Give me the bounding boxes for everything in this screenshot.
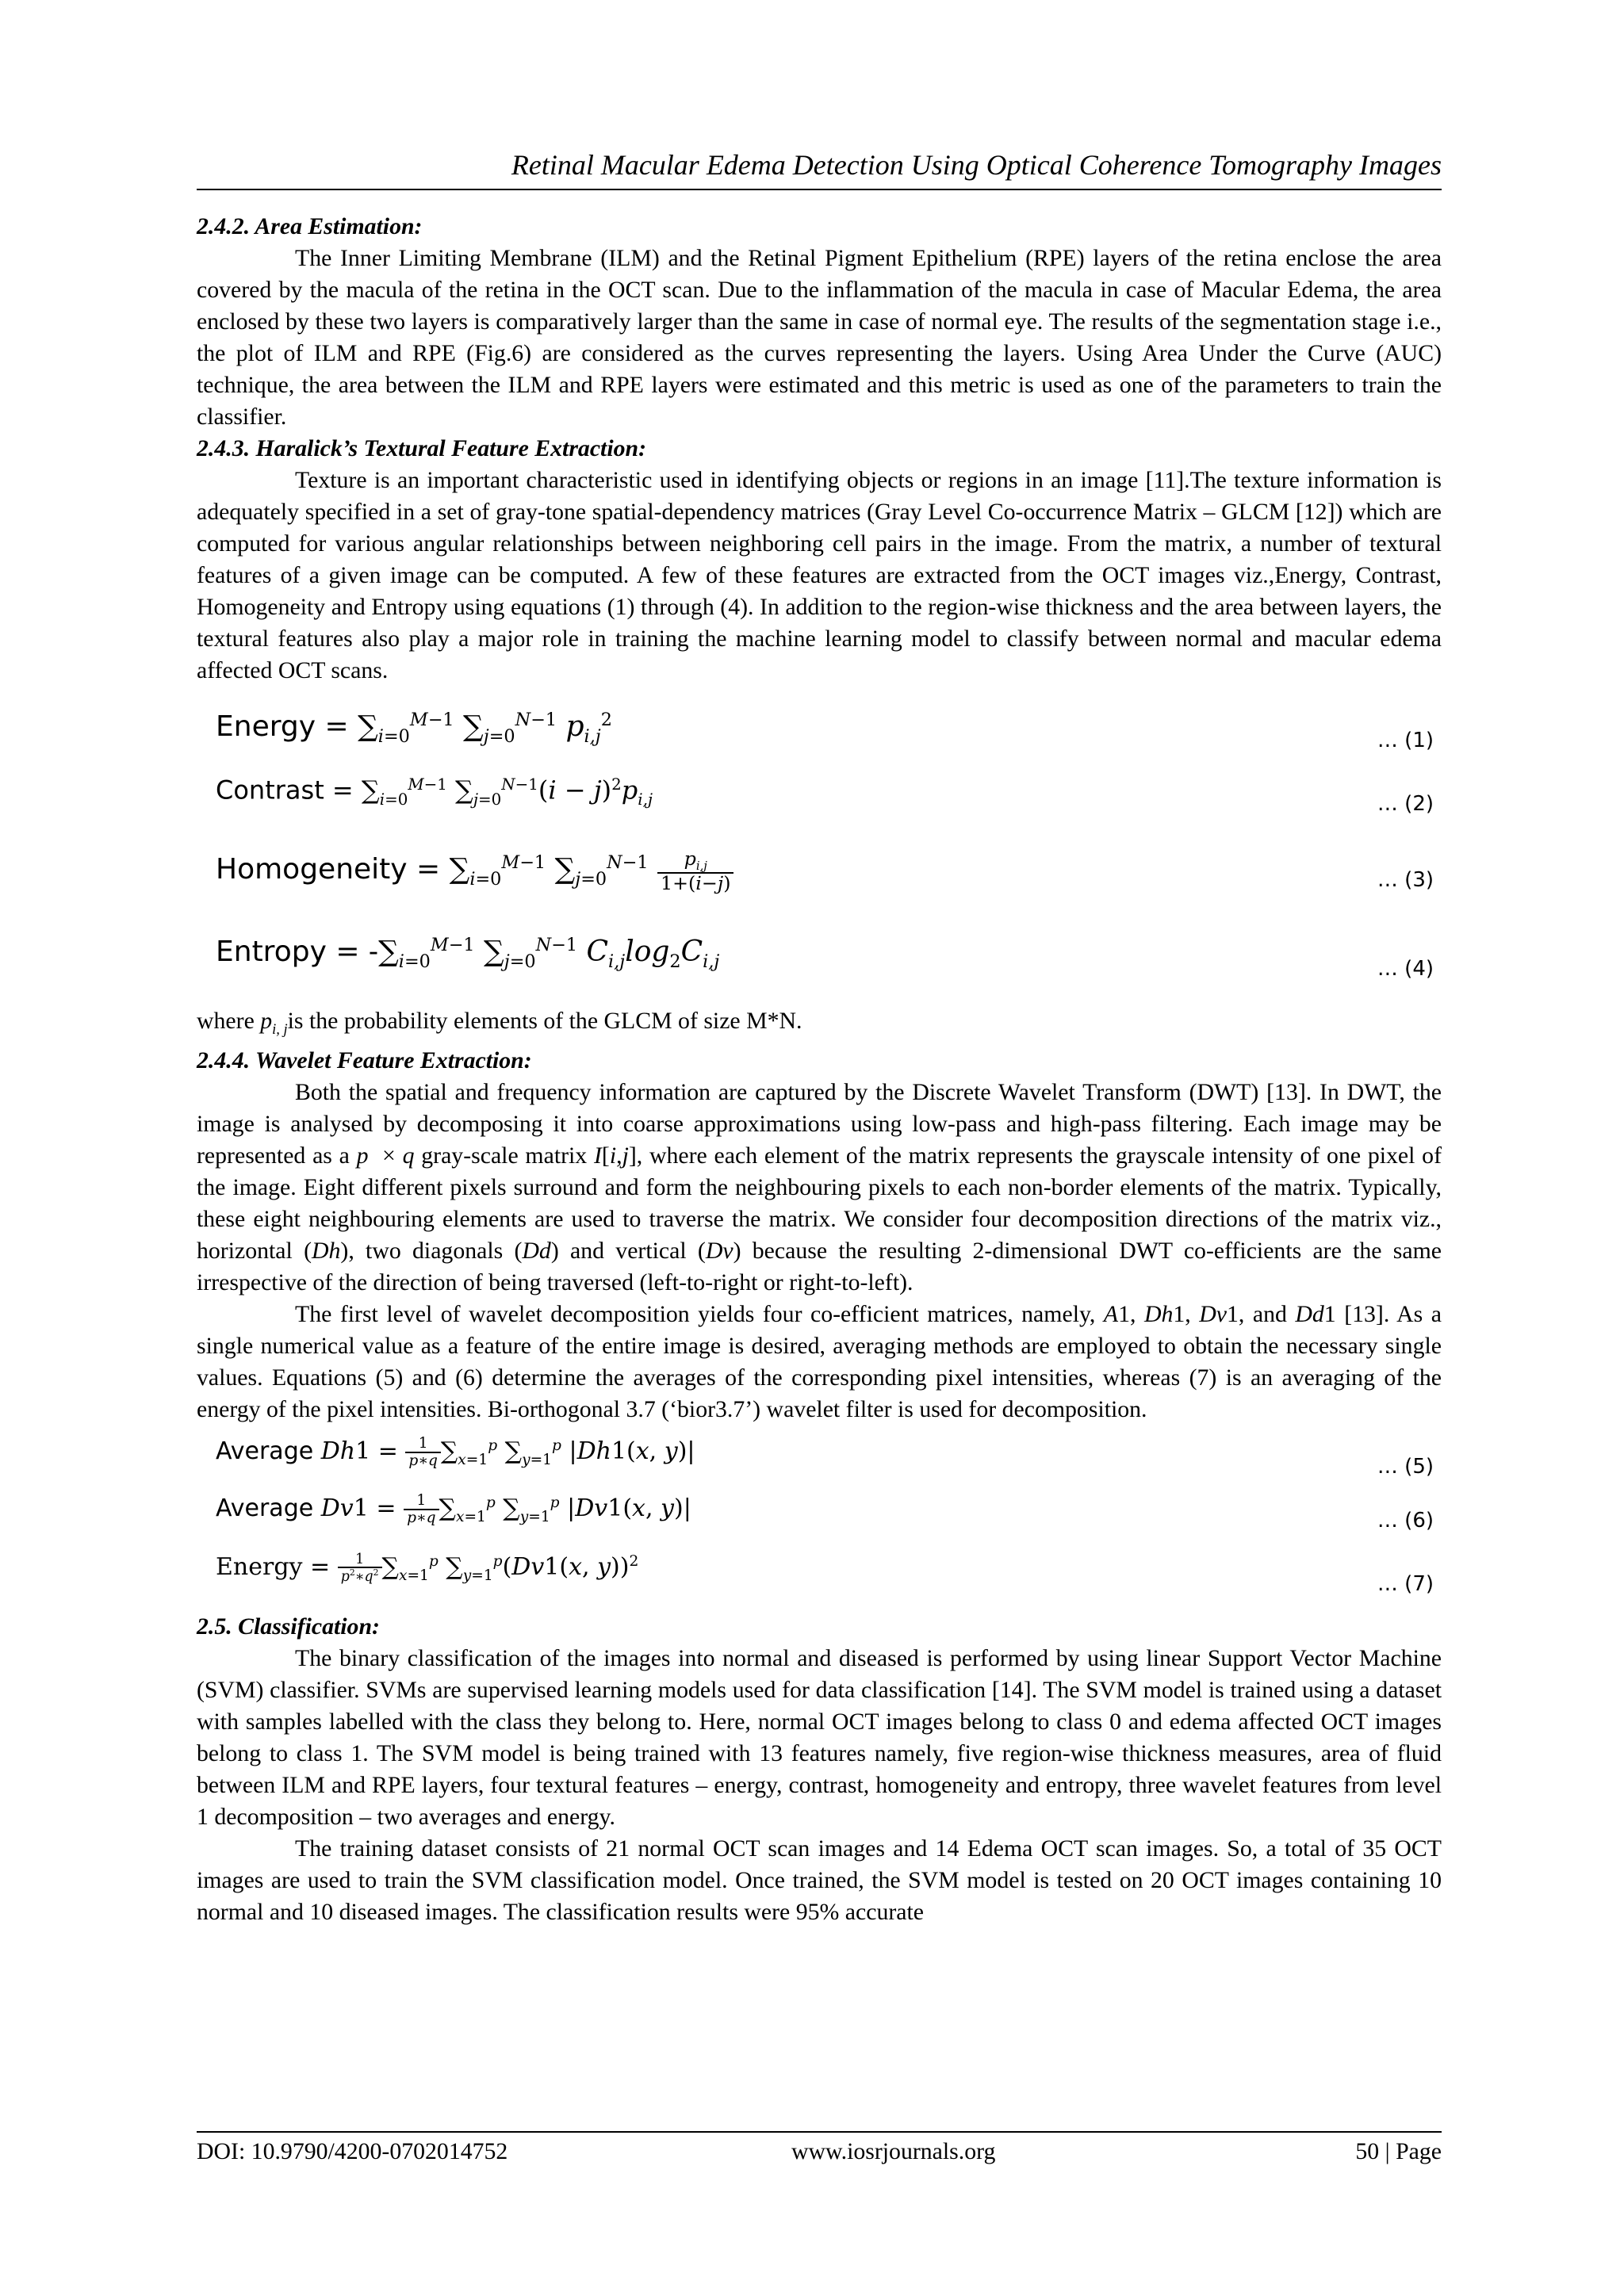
equation-1-number: … (1) [1377, 729, 1434, 752]
wavelet-1-text-f: ) because the resulting 2-dimensional DWT co-efficients are the same irrespective of the direction of being traversed (left-to-right or right-to-left). [197, 1237, 1442, 1295]
paragraph-classification-2: The training dataset consists of 21 normal OCT scan images and 14 Edema OCT scan images. So, a total of 35 OCT images are used to train the SVM classification model. Once trained, the SVM model is tested on 20 OCT images containing 10 normal and 10 diseased images. The classification results were 95% accurate [197, 1835, 1442, 1925]
section-title-wavelet: 2.4.4. Wavelet Feature Extraction: [197, 1047, 532, 1073]
equation-3-lhs: Homogeneity [216, 853, 408, 886]
equation-4-number: … (4) [1377, 957, 1434, 981]
equation-6-number: … (6) [1377, 1508, 1434, 1533]
equation-2-number: … (2) [1377, 792, 1434, 816]
footer-website-link[interactable]: www.iosrjournals.org [791, 2138, 996, 2164]
equation-4-lhs: Entropy [216, 936, 327, 968]
equation-3: Homogeneity = $\sum_{i=0}^{M-1}$ $\sum_{j=0}^{N-1}$ $\frac{p_{i,j}}{1+(i-j)}$ … (3) [216, 847, 1434, 895]
wavelet-1-text-d: ), two diagonals ( [340, 1237, 523, 1264]
equation-3-number: … (3) [1377, 868, 1434, 892]
page [197, 147, 1442, 1928]
equation-5-lhs: Average [216, 1437, 314, 1465]
wavelet-1-text-c: , where each element of the matrix represents the grayscale intensity of one pixel of the image. Eight different pixels surround and form the neighbouring pixels to each non-border elements of the matrix. Typically, these eight neighbouring elements are used to traverse the matrix. We consider four decomposition directions of the matrix viz., horizontal ( [197, 1142, 1442, 1264]
paragraph-wavelet-2: The first level of wavelet decomposition yields four co-efficient matrices, namely, A1, Dh1, Dv1, and Dd1 [13]. As a single numerical value as a feature of the entire image is desired, averaging methods are employed to obtain the necessary single values. Equations (5) and (6) determine the averages of the corresponding pixel intensities, whereas (7) is an averaging of the energy of the pixel intensities. Bi-orthogonal 3.7 (‘bior3.7’) wavelet filter is used for decomposition. [197, 1300, 1442, 1422]
section-title-haralick: 2.4.3. Haralick’s Textural Feature Extraction: [197, 435, 646, 461]
wavelet-2-text-a: The first level of wavelet decomposition yields four co-efficient matrices, namely, [295, 1300, 1104, 1327]
wavelet-1-text-e: ) and vertical ( [550, 1237, 706, 1264]
footer-doi: DOI: 10.9790/4200-0702014752 [197, 2138, 508, 2164]
equation-1: Energy = $\sum_{i=0}^{M-1}$ $\sum_{j=0}^{N-1}$ $p_{i,j}^2$ … (1) [197, 704, 1442, 769]
running-head: Retinal Macular Edema Detection Using Optical Coherence Tomography Images [197, 147, 1442, 190]
equation-7: Energy = $\frac{1}{p^2∗q^2}$ $\sum_{x=1}^p$ $\sum_{y=1}^p(Dv1(x$, y))$^2$ … (7) [197, 1546, 1442, 1603]
wavelet-2-text-b: , and [1238, 1300, 1296, 1327]
equation-4: Entropy = $-\sum_{i=0}^{M-1}$ $\sum_{j=0}^{N-1}$ $C_{i,j}\log_2C_{i,j}$ … (4) [197, 929, 1442, 1005]
where-text-a: where [197, 1008, 261, 1034]
equation-1-lhs: Energy [216, 710, 316, 743]
footer-page-number: 50 | Page [1355, 2138, 1442, 2164]
equation-6-lhs: Average [216, 1494, 314, 1522]
equation-2-lhs: Contrast [216, 775, 324, 806]
where-line: where $p_{i, j}is$ the probability elements of the GLCM of size M*N. [197, 1008, 802, 1037]
paragraph-classification-1: The binary classification of the images into normal and diseased is performed by using linear Support Vector Machine (SVM) classifier. SVMs are supervised learning models used for data classification [14]. The SVM model is trained using a dataset with samples labelled with the class they belong to. Here, normal OCT images belong to class 0 and edema affected OCT images belong to class 1. The SVM model is being trained with 13 features namely, five region-wise thickness measures, area of fluid between ILM and RPE layers, four textural features – energy, contrast, homogeneity and entropy, three wavelet features from level 1 decomposition – two averages and energy. [197, 1644, 1442, 1830]
equation-6: Average Dv1 = $\frac{1}{p∗q}$ $\sum_{x=1}^p$ $\sum_{y=1}^p$ |Dv1(x, y)| … (6) [197, 1487, 1442, 1543]
page-footer [197, 2131, 1442, 2164]
paragraph-haralick: Texture is an important characteristic used in identifying objects or regions in an image [11].The texture information is adequately specified in a set of gray-tone spatial-dependency matrices (Gray Level Co-occurrence Matrix – GLCM [12]) which are computed for various angular relationships between neighboring cell pairs in the image. From the matrix, a number of textural features of a given image can be computed. A few of these features are extracted from the OCT images viz.,Energy, Contrast, Homogeneity and Entropy using equations (1) through (4). In addition to the region-wise thickness and the area between layers, the textural features also play a major role in training the machine learning model to classify between normal and macular edema affected OCT scans. [197, 467, 1442, 683]
wavelet-1-text-b: gray-scale matrix [414, 1142, 594, 1169]
wavelet-1-text-a: Both the spatial and frequency information are captured by the Discrete Wavelet Transform (DWT) [13]. In DWT, the image is analysed by decomposing it into coarse approximations using low-pass and high-pass filtering. Each image may be represented as a [197, 1078, 1442, 1169]
equation-7-lhs: Energy [216, 1552, 303, 1581]
equation-2: Contrast = $\sum_{i=0}^{M-1}$ $\sum_{j=0}^{N-1}(i - j)^2p_{i,j}$ … (2) [197, 769, 1442, 847]
paragraph-wavelet-1: Both the spatial and frequency information are captured by the Discrete Wavelet Transform (DWT) [13]. In DWT, the image is analysed by decomposing it into coarse approximations using low-pass and high-pass filtering. Each image may be represented as a p × q gray-scale matrix I[i,j], where each element of the matrix represents the grayscale intensity of one pixel of the image. Eight different pixels surround and form the neighbouring pixels to each non-border elements of the matrix. Typically, these eight neighbouring elements are used to traverse the matrix. We consider four decomposition directions of the matrix viz., horizontal (Dh), two diagonals (Dd) and vertical (Dv) because the resulting 2-dimensional DWT co-efficients are the same irrespective of the direction of being traversed (left-to-right or right-to-left). [197, 1078, 1442, 1295]
section-title-area-estimation: 2.4.2. Area Estimation: [197, 213, 423, 239]
paragraph-area-estimation: The Inner Limiting Membrane (ILM) and the Retinal Pigment Epithelium (RPE) layers of the retina enclose the area covered by the macula of the retina in the OCT scan. Due to the inflammation of the macula in case of Macular Edema, the area enclosed by these two layers is comparatively larger than the same in case of normal eye. The results of the segmentation stage i.e., the plot of ILM and RPE (Fig.6) are considered as the curves representing the layers. Using Area Under the Curve (AUC) technique, the area between the ILM and RPE layers were estimated and this metric is used as one of the parameters to train the classifier. [197, 245, 1442, 430]
wavelet-2-text-c: [13]. As a single numerical value as a feature of the entire image is desired, averaging methods are employed to obtain the necessary single values. Equations (5) and (6) determine the averages of the corresponding pixel intensities, whereas (7) is an averaging of the energy of the pixel intensities. Bi-orthogonal 3.7 (‘bior3.7’) wavelet filter is used for decomposition. [197, 1300, 1442, 1422]
equation-5: Average Dh1 = $\frac{1}{p∗q}$ $\sum_{x=1}^p$ $\sum_{y=1}^p$ |Dh1(x, y)| … (5) [197, 1430, 1442, 1483]
equation-7-number: … (7) [1377, 1571, 1434, 1596]
section-title-classification: 2.5. Classification: [197, 1613, 380, 1640]
where-text-b: is the probability elements of the GLCM of size M*N. [287, 1008, 802, 1034]
equation-5-number: … (5) [1377, 1454, 1434, 1479]
